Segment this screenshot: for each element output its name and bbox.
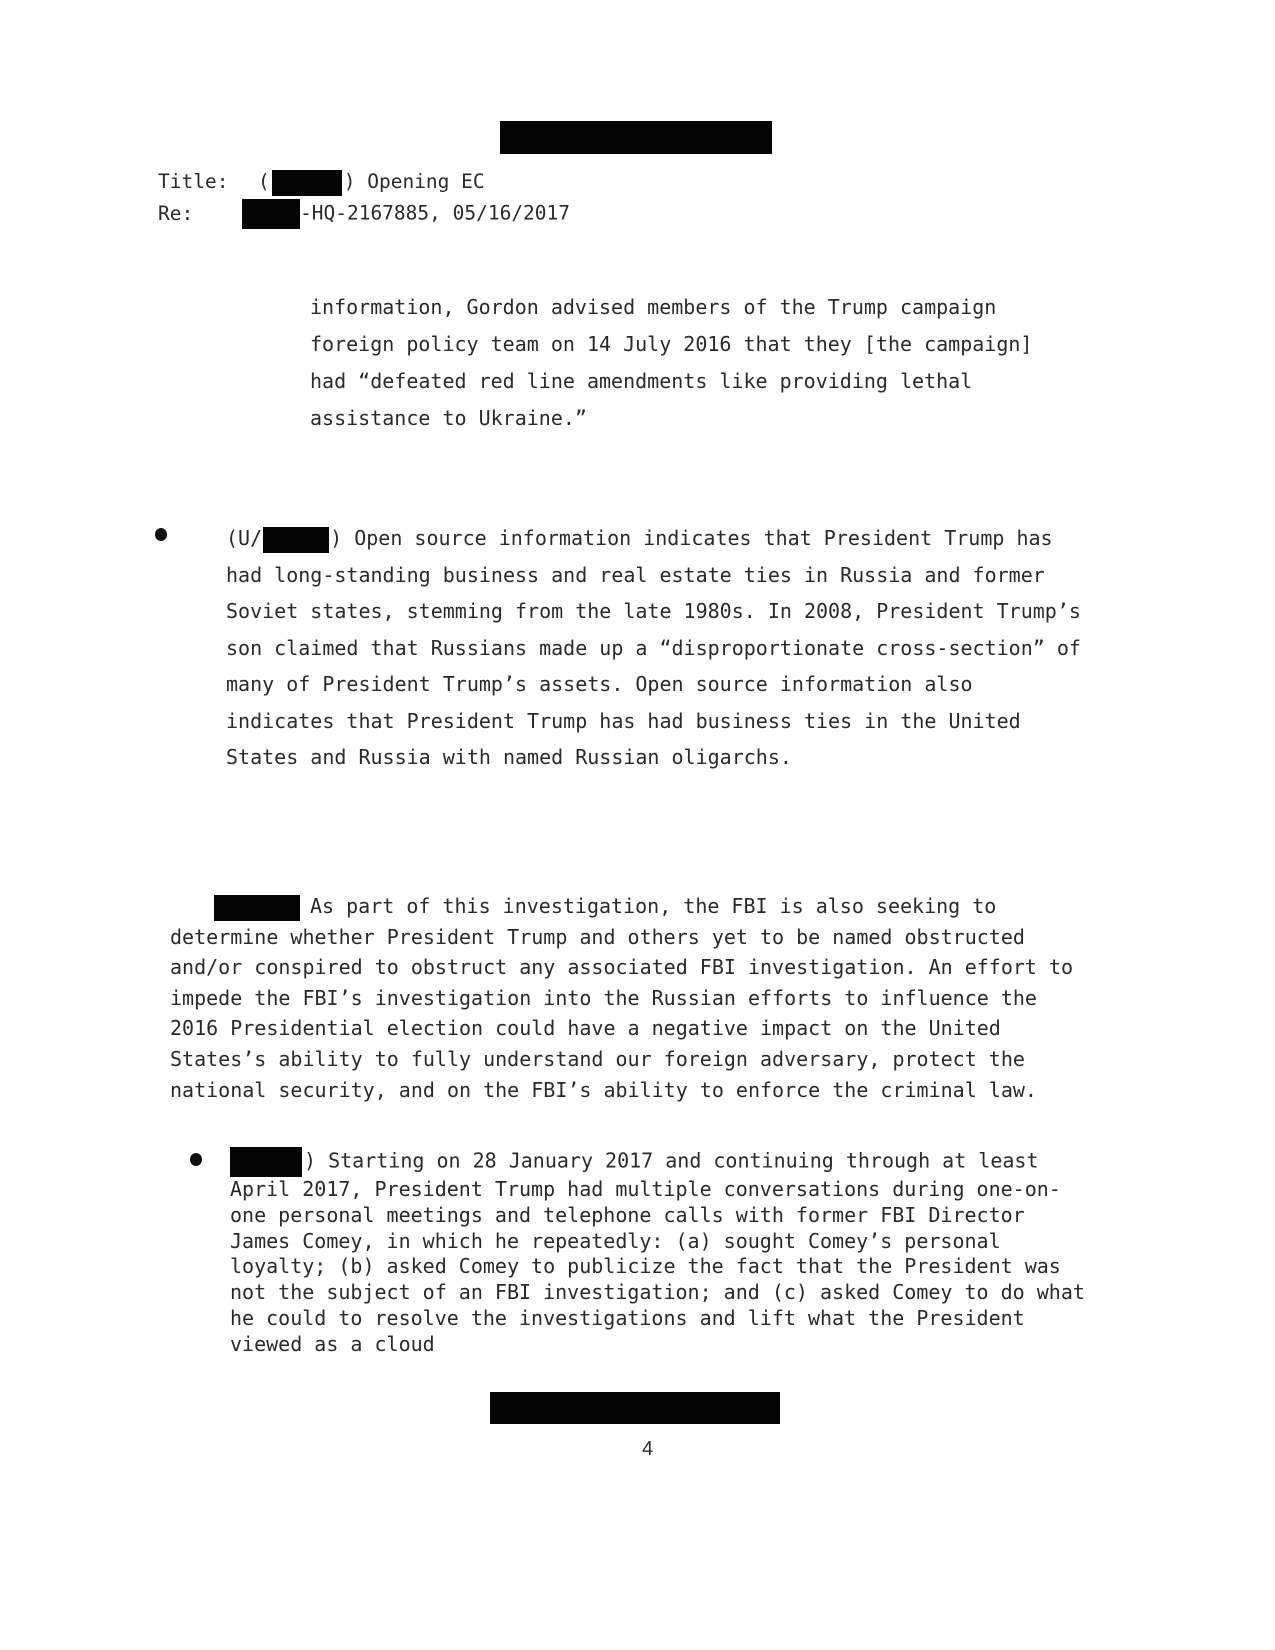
title-open-paren: ( xyxy=(258,170,270,193)
re-text: -HQ-2167885, 05/16/2017 xyxy=(300,201,571,225)
classification-redaction-top xyxy=(500,121,772,154)
classification-redaction-bottom xyxy=(490,1392,780,1424)
header-title-line xyxy=(158,169,485,196)
title-label: Title: xyxy=(158,170,229,193)
page-number: 4 xyxy=(641,1438,654,1460)
p4-redaction xyxy=(230,1147,302,1177)
re-redaction xyxy=(242,199,300,229)
paragraph-obstruction xyxy=(170,891,1090,1105)
re-label: Re: xyxy=(158,201,194,225)
p2-text: ) Open source information indicates that President Trump has had long-standing business and real estate ties in Russia and former Soviet states, stemming from the late 1980s. In 2008, President Trump’s son claimed that Russians made up a “disproportionate cross-section” of many of President Trump’s assets. Open source information also indicates that President Trump has had business ties in the United States and Russia with named Russian oligarchs. xyxy=(226,526,1081,769)
bullet-dot xyxy=(190,1153,202,1166)
p4-text: ) Starting on 28 January 2017 and continuing through at least April 2017, President Trump had multiple conversations during one-on-one personal meetings and telephone calls with former FBI Director James Comey, in which he repeatedly: (a) sought Comey’s personal loyalty; (b) asked Comey to publicize the fact that the President was not the subject of an FBI investigation; and (c) asked Comey to do what he could to resolve the investigations and lift what the President viewed as a cloud xyxy=(230,1148,1085,1356)
p3-redaction xyxy=(214,895,300,921)
p2-redaction xyxy=(263,527,329,553)
title-redaction xyxy=(272,170,342,196)
title-text: ) Opening EC xyxy=(343,170,485,193)
paragraph-comey-conversations xyxy=(230,1147,1090,1358)
bullet-dot xyxy=(155,528,167,541)
paragraph-business-ties xyxy=(226,520,1081,776)
header-re-line xyxy=(158,199,570,229)
paragraph-gordon-continuation: information, Gordon advised members of the Trump campaign foreign policy team on 14 July 2016 that they [the campaign] had “defeated red line amendments like providing lethal assistance to Ukraine.” xyxy=(310,295,1033,430)
p2-prefix: (U/ xyxy=(226,526,263,550)
p3-text: As part of this investigation, the FBI is also seeking to determine whether President Trump and others yet to be named obstructed and/or conspired to obstruct any associated FBI investigation. An effort to impede the FBI’s investigation into the Russian efforts to influence the 2016 Presidential election could have a negative impact on the United States’s ability to fully understand our foreign adversary, protect the national security, and on the FBI’s ability to enforce the criminal law. xyxy=(170,894,1074,1102)
